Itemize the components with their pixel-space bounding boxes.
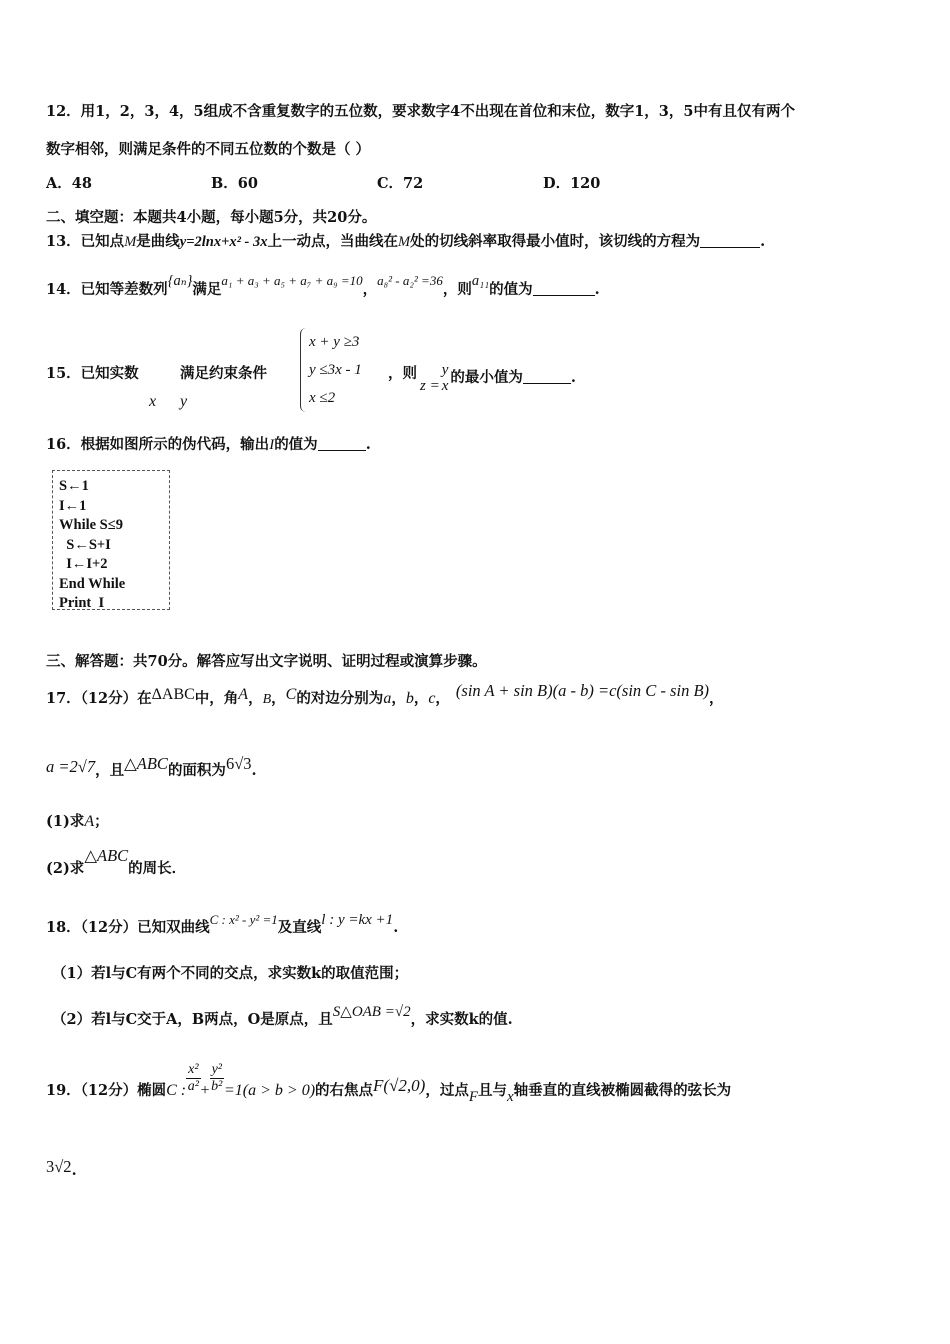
q19-fraction-x <box>186 1062 200 1095</box>
q19-prefix: 19．（12分）椭圆 <box>46 1082 167 1099</box>
q17-part2-triangle: △ABC <box>84 846 129 865</box>
q14 <box>46 273 600 300</box>
q18-line1 <box>46 912 399 938</box>
q19-chord-length: 3√2 <box>46 1157 72 1176</box>
q14-answer-blank <box>533 281 595 296</box>
q18-prefix: 18．（12分）已知双曲线 <box>46 919 210 936</box>
q15-var-x: x <box>149 393 157 410</box>
q19-x-axis: x <box>507 1089 514 1105</box>
q17-prefix: 17．（12分）在 <box>46 690 152 707</box>
q16-answer-blank <box>318 436 366 451</box>
q17-given-a: a =2√7 <box>46 757 96 776</box>
q12-options <box>46 174 746 194</box>
q13-tail: 处的切线斜率取得最小值时，该切线的方程为 <box>410 233 701 250</box>
q15-z-den: x <box>441 378 449 394</box>
q19-rhs: =1(a > b > 0) <box>223 1082 316 1099</box>
q17-side-b: b <box>405 690 414 707</box>
q15-z-num: y <box>441 362 449 378</box>
q19-plus: + <box>200 1082 210 1099</box>
q18-part2-tail: ，求实数k的值. <box>410 1011 513 1028</box>
q19-mid3: 且与 <box>478 1082 507 1099</box>
q13-after: 上一动点，当曲线在 <box>267 233 399 250</box>
q19-den-a: a² <box>187 1078 199 1094</box>
q17-triangle: ΔABC <box>151 686 195 703</box>
q17-part1 <box>46 812 109 832</box>
q15-var-y: y <box>180 393 188 410</box>
q17-angle-c: C <box>285 686 297 703</box>
q18-part2-area: S△OAB =√2 <box>332 1004 411 1020</box>
q18-end: . <box>393 919 399 936</box>
q14-end: . <box>594 281 600 298</box>
q15-z-lhs: z = <box>420 378 440 394</box>
code-line-5: I←I+2 <box>59 556 108 572</box>
q14-then: ，则 <box>442 281 472 298</box>
q17-line2-tail: 的面积为 <box>167 762 226 779</box>
q17-sep2: ， <box>271 690 286 707</box>
code-line-7: Print I <box>59 595 105 611</box>
q17-part1-prefix: (1)求 <box>46 813 85 830</box>
q16-tail: 的值为 <box>274 436 318 453</box>
q13 <box>46 232 765 252</box>
q13-prefix: 13．已知点 <box>46 233 125 250</box>
q17-sep4: ， <box>413 690 429 707</box>
q17-line1 <box>46 681 724 710</box>
q13-mid: 是曲线 <box>136 233 180 250</box>
q12-option-d: D．120 <box>543 175 601 192</box>
q17-area: 6√3 <box>225 754 252 773</box>
section2-heading: 二、填空题：本题共4小题，每小题5分，共20分。 <box>46 209 377 226</box>
q13-point-m: M <box>124 234 137 250</box>
q14-mid: 满足 <box>192 281 222 298</box>
q17-part2-prefix: (2)求 <box>46 860 85 877</box>
q17-angle-a: A <box>238 686 249 703</box>
q15-then: ，则 <box>388 365 417 382</box>
q19-tail: 轴垂直的直线被椭圆截得的弦长为 <box>513 1082 732 1099</box>
q14-condition2: a₈² - a₂² =36 <box>377 273 443 288</box>
q17-equation: (sin A + sin B)(a - b) =c(sin C - sin B) <box>455 681 710 700</box>
q19-mid2: ，过点 <box>425 1082 469 1099</box>
q19-num-y: y² <box>211 1061 222 1077</box>
q15-tail: 的最小值为 <box>450 369 523 386</box>
q17-sep3: ， <box>391 690 406 707</box>
q12-line2: 数字相邻，则满足条件的不同五位数的个数是（ ） <box>46 141 371 158</box>
q17-part2-tail: 的周长． <box>128 860 187 877</box>
q15-constraint-system <box>300 328 362 412</box>
q19-fraction-y <box>210 1062 224 1095</box>
q18-part2-prefix: （2）若l与C交于A，B两点，O是原点，且 <box>52 1011 333 1028</box>
q13-answer-blank <box>700 233 760 248</box>
q17-line2 <box>46 754 257 781</box>
q15-mid: 满足约束条件 <box>180 365 267 382</box>
q14-comma: ， <box>362 281 378 298</box>
q17-sep1: ， <box>248 690 263 707</box>
q16-pseudocode-box <box>52 470 170 610</box>
q17-mid: 中，角 <box>194 690 239 707</box>
q15-constraint-2: y ≤3x - 1 <box>309 362 362 378</box>
q19-curve-name: C : <box>166 1082 187 1099</box>
q13-curve: y=2lnx+x² - 3x <box>179 234 268 250</box>
code-line-3: While S≤9 <box>59 517 123 533</box>
q16-var: I <box>269 437 275 453</box>
code-line-2: I←1 <box>59 497 87 514</box>
q18-part2 <box>52 1004 513 1030</box>
q15-constraint-3: x ≤2 <box>309 390 336 406</box>
q14-sequence: {aₙ} <box>167 273 193 289</box>
q12-option-c: C．72 <box>377 175 424 192</box>
q16-end: . <box>365 436 371 453</box>
q17-mid2: 的对边分别为 <box>296 690 384 707</box>
q19-point-f: F <box>468 1089 478 1105</box>
q13-end: . <box>760 233 766 250</box>
code-line-6: End While <box>59 575 126 592</box>
q15-objective <box>420 362 576 394</box>
q17-sep6: ， <box>709 690 724 707</box>
q19-line2 <box>46 1157 77 1181</box>
q19-focus: F(√2,0) <box>373 1076 426 1095</box>
q18-part1: （1）若l与C有两个不同的交点，求实数k的取值范围； <box>52 965 409 982</box>
q17-angle-b: B <box>262 692 272 707</box>
code-line-1: S←1 <box>59 478 89 494</box>
section3-heading: 三、解答题：共70分。解答应写出文字说明、证明过程或演算步骤。 <box>46 653 487 670</box>
q15-answer-blank <box>523 369 571 384</box>
q17-part1-end: ； <box>94 813 109 830</box>
q17-line2-end: . <box>251 762 257 779</box>
q14-target: a₁₁ <box>471 273 490 289</box>
q14-tail: 的值为 <box>489 281 533 298</box>
q19-line2-end: . <box>71 1162 77 1179</box>
q17-sep5: ， <box>435 690 450 707</box>
q15-end: . <box>570 369 576 386</box>
q15-constraint-1: x + y ≥3 <box>309 334 360 350</box>
q17-side-c: c <box>428 690 436 707</box>
q17-side-a: a <box>383 690 392 707</box>
q17-part2 <box>46 846 187 879</box>
q16-prefix: 16．根据如图所示的伪代码，输出 <box>46 436 270 453</box>
q13-point-m2: M <box>398 234 411 250</box>
q19-den-b: b² <box>211 1078 223 1094</box>
q14-prefix: 14．已知等差数列 <box>46 281 168 298</box>
q12-option-a: A．48 <box>46 175 92 192</box>
q17-part1-var: A <box>84 813 95 830</box>
q17-line2-triangle: △ABC <box>124 754 168 773</box>
q17-line2-mid: ，且 <box>95 762 125 779</box>
q15-z-fraction <box>440 362 451 394</box>
q18-mid: 及直线 <box>277 919 322 936</box>
q16 <box>46 435 371 455</box>
code-line-4: S←S+I <box>59 536 111 553</box>
q12-option-b: B．60 <box>211 175 258 192</box>
q14-condition1: a₁ + a₃ + a₅ + a₇ + a₉ =10 <box>221 273 363 288</box>
q19-num-x: x² <box>188 1061 199 1077</box>
q18-line-eq: l : y =kx +1 <box>321 912 394 928</box>
q15-prefix: 15．已知实数 <box>46 365 139 382</box>
q12-line1: 12．用1，2，3，4，5组成不含重复数字的五位数，要求数字4不出现在首位和末位，数字1，3，5中有且仅有两个 <box>46 103 795 120</box>
q19-mid: 的右焦点 <box>315 1082 374 1099</box>
q18-curve: C : x² - y² =1 <box>209 912 278 927</box>
q19-line1 <box>46 1061 732 1105</box>
